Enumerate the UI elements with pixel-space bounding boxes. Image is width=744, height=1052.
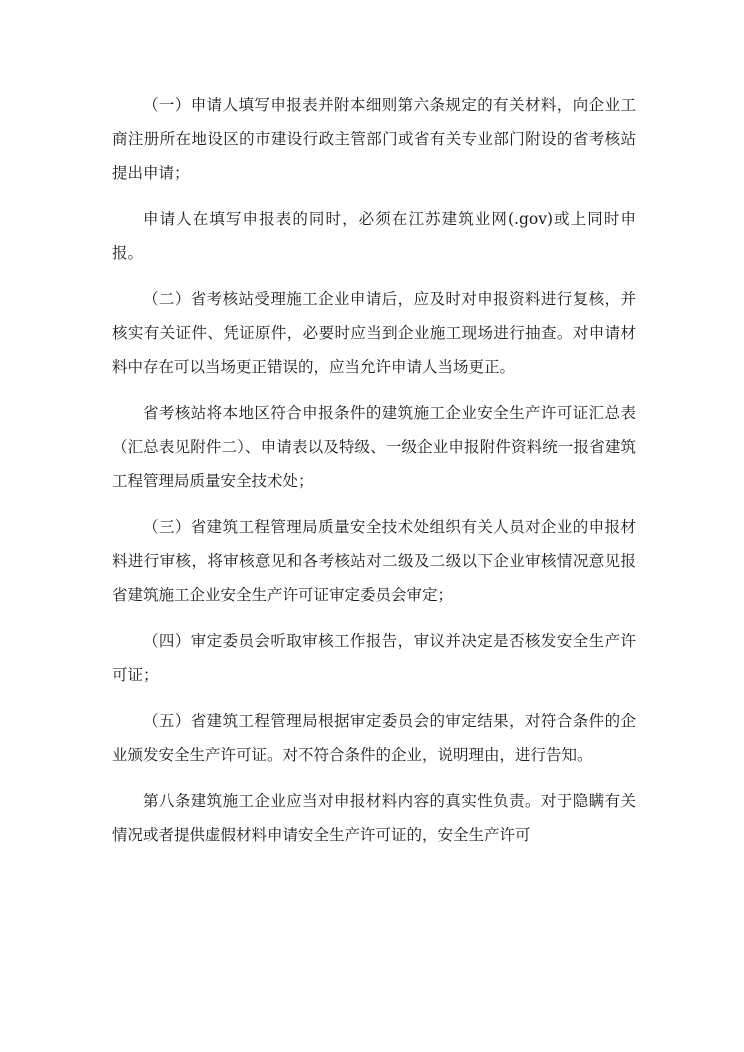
paragraph-summary-report: 省考核站将本地区符合申报条件的建筑施工企业安全生产许可证汇总表（汇总表见附件二）、申请表以及特级、一级企业申报附件资料统一报省建筑工程管理局质量安全技术处； [112, 404, 636, 490]
paragraph-procedure-4: （四）审定委员会听取审核工作报告，审议并决定是否核发安全生产许可证； [112, 632, 636, 684]
paragraph-procedure-2: （二）省考核站受理施工企业申请后，应及时对申报资料进行复核，并核实有关证件、凭证原件，必要时应当到企业施工现场进行抽查。对申请材料中存在可以当场更正错误的，应当允许申请人当场更正。 [112, 290, 636, 376]
paragraph-online-submission: 申请人在填写申报表的同时，必须在江苏建筑业网(.gov)或上同时申报。 [112, 210, 636, 262]
paragraph-procedure-3: （三）省建筑工程管理局质量安全技术处组织有关人员对企业的申报材料进行审核，将审核意见和各考核站对二级及二级以下企业审核情况意见报省建筑施工企业安全生产许可证审定委员会审定； [112, 518, 636, 604]
paragraph-procedure-5: （五）省建筑工程管理局根据审定委员会的审定结果，对符合条件的企业颁发安全生产许可证。对不符合条件的企业，说明理由，进行告知。 [112, 712, 636, 764]
document-body [112, 88, 636, 864]
paragraph-article-8: 第八条建筑施工企业应当对申报材料内容的真实性负责。对于隐瞒有关情况或者提供虚假材料申请安全生产许可证的，安全生产许可 [112, 792, 636, 844]
paragraph-procedure-1: （一）申请人填写申报表并附本细则第六条规定的有关材料，向企业工商注册所在地设区的市建设行政主管部门或省有关专业部门附设的省考核站提出申请； [112, 96, 636, 182]
